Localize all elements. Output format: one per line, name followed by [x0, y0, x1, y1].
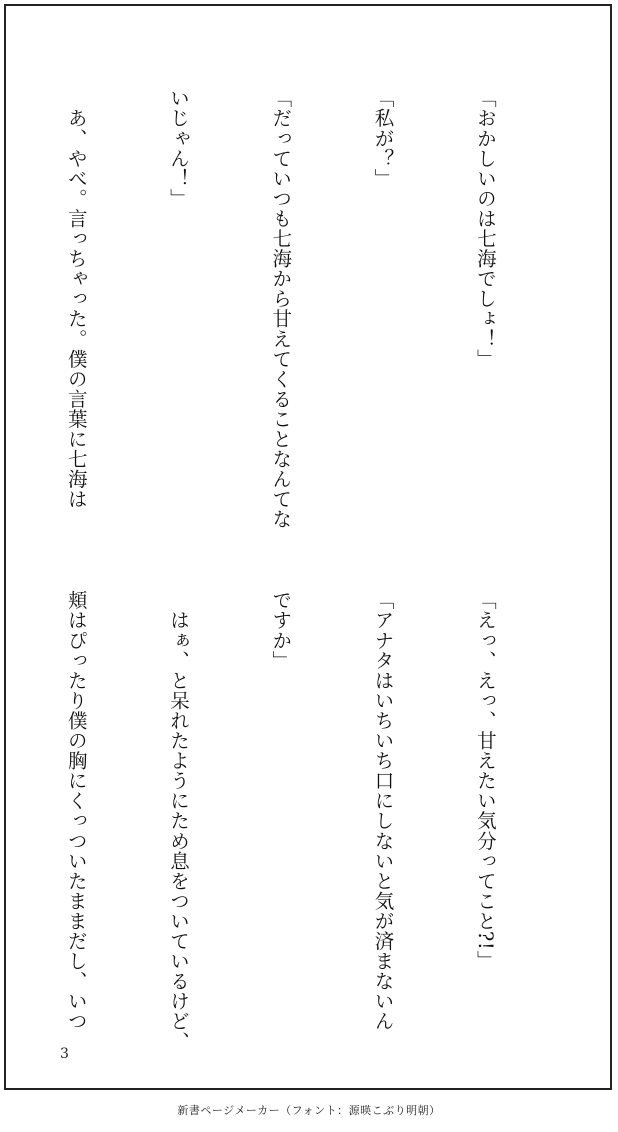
footer-credit: 新書ページメーカー（フォント：源暎こぶり明朝）	[177, 1104, 441, 1117]
text-line: あ、やべ。言っちゃった。僕の言葉に七海は	[64, 88, 88, 510]
text-line: 「おかしいのは七海でしょ！」	[473, 88, 497, 369]
text-line: 「えっ、えっ、甘えたい気分ってこと?!」	[473, 590, 497, 971]
text-line: ですか」	[269, 590, 293, 671]
text-line: はぁ、と呆れたようにため息をついているけど、	[166, 590, 190, 1052]
page-frame	[4, 4, 612, 1090]
text-line: 「だっていつも七海から甘えてくることなんてな	[269, 88, 293, 530]
page-number: 3	[60, 1046, 69, 1062]
text-line: 頬はぴったり僕の胸にくっついたままだし、いつ	[64, 590, 88, 1032]
text-line: いじゃん！」	[166, 88, 190, 209]
text-line: 「アナタはいちいち口にしないと気が済まないん	[371, 590, 395, 1032]
lower-text-block	[0, 590, 570, 1052]
text-line: 「私が？」	[371, 88, 395, 189]
upper-text-block	[0, 88, 570, 528]
